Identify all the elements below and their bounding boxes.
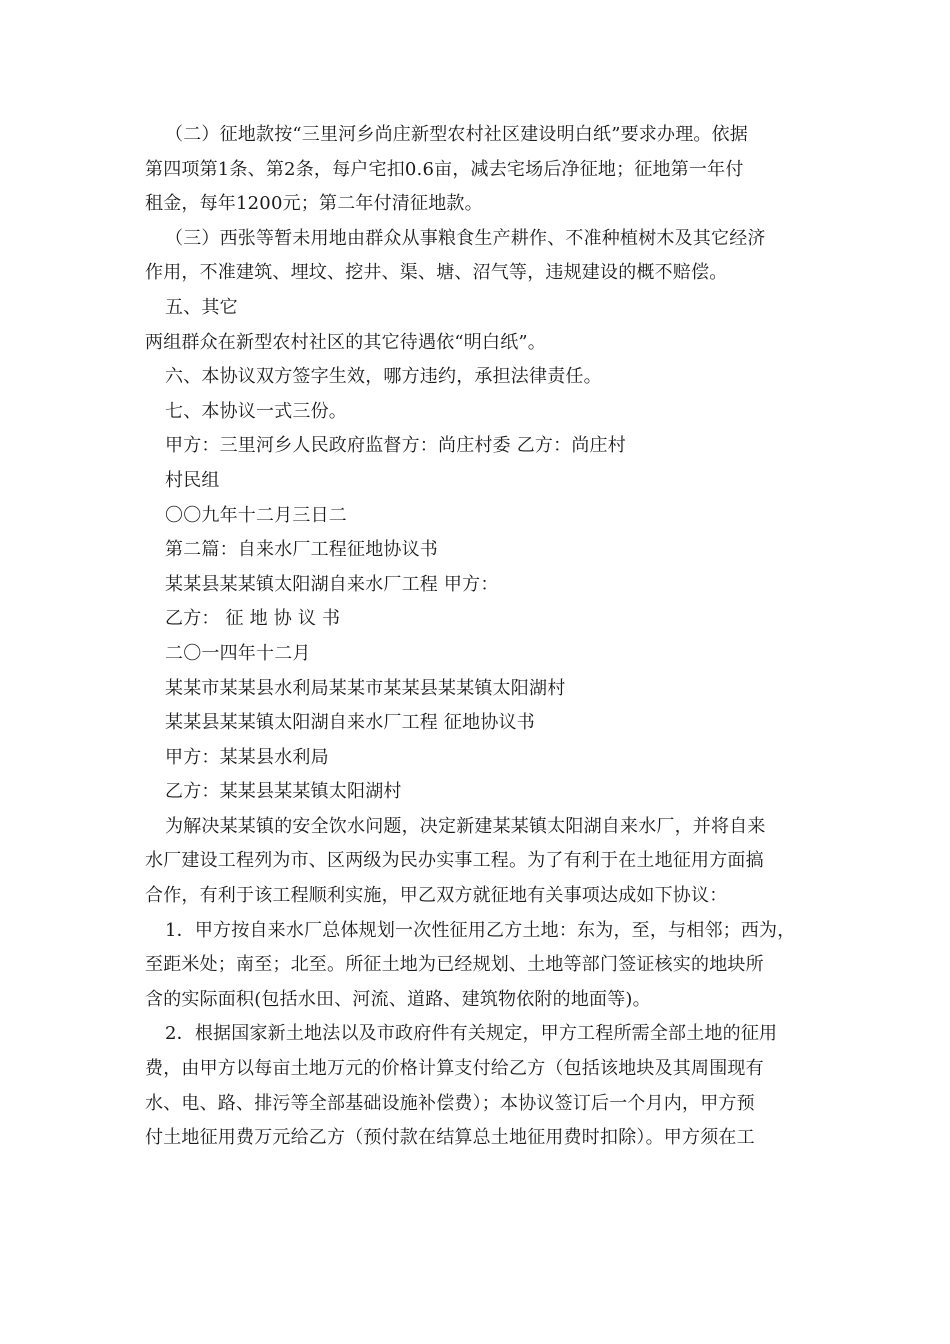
text-line: 付土地征用费万元给乙方（预付款在结算总土地征用费时扣除）。甲方须在工 bbox=[145, 1127, 755, 1149]
text-line: 租金，每年1200元；第二年付清征地款。 bbox=[145, 193, 483, 215]
text-line: （三）西张等暂未用地由群众从事粮食生产耕作、不准种植树木及其它经济 bbox=[165, 227, 766, 249]
text-line: 费，由甲方以每亩土地万元的价格计算支付给乙方（包括该地块及其周围现有 bbox=[145, 1058, 764, 1080]
text-line: 乙方：某某县某某镇太阳湖村 bbox=[165, 781, 402, 803]
text-line: 水、电、路、排污等全部基础设施补偿费）；本协议签订后一个月内，甲方预 bbox=[145, 1092, 755, 1114]
text-line: 某某县某某镇太阳湖自来水厂工程 甲方： bbox=[165, 573, 499, 595]
text-line: 两组群众在新型农村社区的其它待遇依“明白纸”。 bbox=[145, 331, 547, 353]
text-line: 二〇一四年十二月 bbox=[165, 642, 311, 664]
text-line: 村民组 bbox=[165, 469, 220, 491]
text-line: 六、本协议双方签字生效，哪方违约，承担法律责任。 bbox=[165, 366, 602, 388]
text-line: 七、本协议一式三份。 bbox=[165, 400, 347, 422]
text-line: 某某县某某镇太阳湖自来水厂工程 征地协议书 bbox=[165, 712, 535, 734]
text-line: 含的实际面积(包括水田、河流、道路、建筑物依附的地面等)。 bbox=[145, 988, 651, 1010]
text-line: 作用，不准建筑、埋坟、挖井、渠、塘、沼气等，违规建设的概不赔偿。 bbox=[145, 262, 728, 284]
text-line: 甲方：某某县水利局 bbox=[165, 746, 329, 768]
text-line: 水厂建设工程列为市、区两级为民办实事工程。为了有利于在土地征用方面搞 bbox=[145, 850, 764, 872]
text-line: 〇〇九年十二月三日二 bbox=[165, 504, 347, 526]
text-line: （二）征地款按“三里河乡尚庄新型农村社区建设明白纸”要求办理。依据 bbox=[165, 124, 749, 145]
document-body bbox=[145, 118, 825, 1156]
text-line: 五、其它 bbox=[165, 296, 238, 318]
text-line: 乙方： 征 地 协 议 书 bbox=[165, 608, 341, 630]
text-line: 甲方：三里河乡人民政府监督方：尚庄村委 乙方：尚庄村 bbox=[165, 435, 626, 457]
text-line: 为解决某某镇的安全饮水问题，决定新建某某镇太阳湖自来水厂，并将自来 bbox=[165, 815, 766, 837]
text-line: 第二篇：自来水厂工程征地协议书 bbox=[165, 539, 438, 561]
text-line: 至距米处；南至；北至。所征土地为已经规划、土地等部门签证核实的地块所 bbox=[145, 954, 764, 976]
text-line: 某某市某某县水利局某某市某某县某某镇太阳湖村 bbox=[165, 677, 566, 699]
text-line: 第四项第1条、第2条，每户宅扣0.6亩，减去宅场后净征地；征地第一年付 bbox=[145, 158, 744, 180]
text-line: 合作，有利于该工程顺利实施，甲乙双方就征地有关事项达成如下协议： bbox=[145, 885, 728, 907]
text-line: 1．甲方按自来水厂总体规划一次性征用乙方土地：东为，至，与相邻；西为， bbox=[165, 919, 796, 941]
text-line: 2．根据国家新土地法以及市政府件有关规定，甲方工程所需全部土地的征用 bbox=[165, 1023, 778, 1045]
